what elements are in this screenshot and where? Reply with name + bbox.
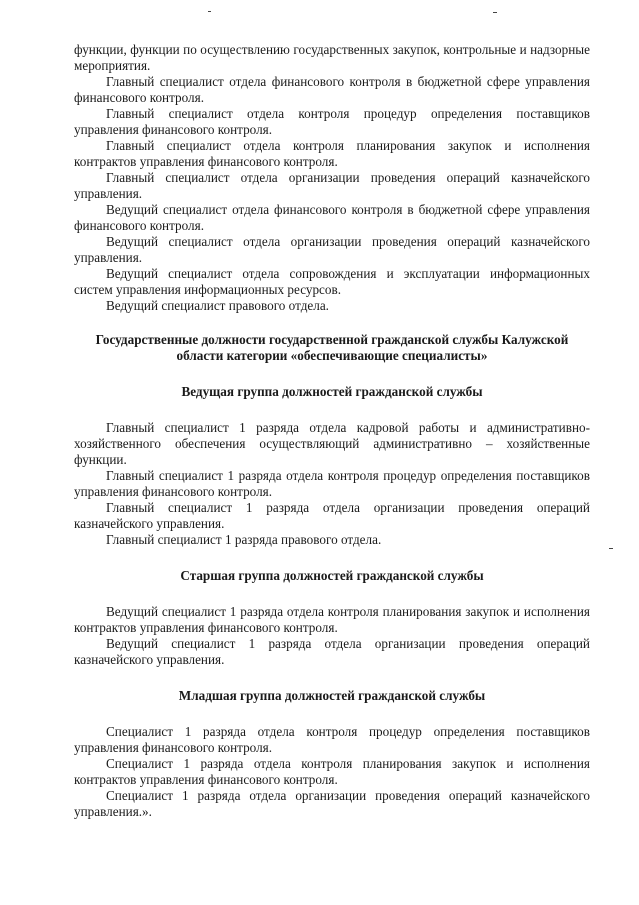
group-item: Специалист 1 разряда отдела контроля процедур определения поставщиков управления финансового контроля. — [74, 724, 590, 755]
group-item: Главный специалист 1 разряда отдела организации проведения операций казначейского управления. — [74, 500, 590, 531]
group-item: Ведущий специалист 1 разряда отдела контроля планирования закупок и исполнения контрактов управления финансового контроля. — [74, 604, 590, 635]
group-item: Главный специалист 1 разряда отдела контроля процедур определения поставщиков управления финансового контроля. — [74, 468, 590, 499]
group-item: Главный специалист 1 разряда правового отдела. — [106, 532, 382, 547]
scan-speck — [208, 11, 211, 12]
scan-speck — [493, 12, 497, 13]
intro-paragraph: Ведущий специалист отдела организации проведения операций казначейского управления. — [74, 234, 590, 265]
group-item: Главный специалист 1 разряда отдела кадровой работы и административно-хозяйственного обеспечения осуществляющий административно – хозяйственные функции. — [74, 420, 590, 467]
intro-paragraph: Главный специалист отдела контроля процедур определения поставщиков управления финансового контроля. — [74, 106, 590, 137]
intro-paragraph: Ведущий специалист отдела финансового контроля в бюджетной сфере управления финансового контроля. — [74, 202, 590, 233]
group-item: Специалист 1 разряда отдела контроля планирования закупок и исполнения контрактов управления финансового контроля. — [74, 756, 590, 787]
group-item: Ведущий специалист 1 разряда отдела организации проведения операций казначейского управления. — [74, 636, 590, 667]
intro-paragraph: Ведущий специалист правового отдела. — [106, 298, 329, 313]
group-title-leading: Ведущая группа должностей гражданской службы — [181, 384, 483, 399]
scan-speck — [609, 548, 613, 549]
document-body — [74, 42, 590, 820]
intro-paragraph: Ведущий специалист отдела сопровождения и эксплуатации информационных систем управления информационных ресурсов. — [74, 266, 590, 297]
intro-paragraph: Главный специалист отдела организации проведения операций казначейского управления. — [74, 170, 590, 201]
intro-paragraph: функции, функции по осуществлению государственных закупок, контрольные и надзорные мероприятия. — [74, 42, 590, 73]
intro-paragraph: Главный специалист отдела контроля планирования закупок и исполнения контрактов управления финансового контроля. — [74, 138, 590, 169]
group-item: Специалист 1 разряда отдела организации проведения операций казначейского управления.». — [74, 788, 590, 819]
section-title: Государственные должности государственной гражданской службы Калужской области категории «обеспечивающие специалисты» — [95, 332, 569, 363]
group-title-senior: Старшая группа должностей гражданской службы — [180, 568, 484, 583]
intro-paragraph: Главный специалист отдела финансового контроля в бюджетной сфере управления финансового контроля. — [74, 74, 590, 105]
group-title-junior: Младшая группа должностей гражданской службы — [178, 688, 486, 703]
